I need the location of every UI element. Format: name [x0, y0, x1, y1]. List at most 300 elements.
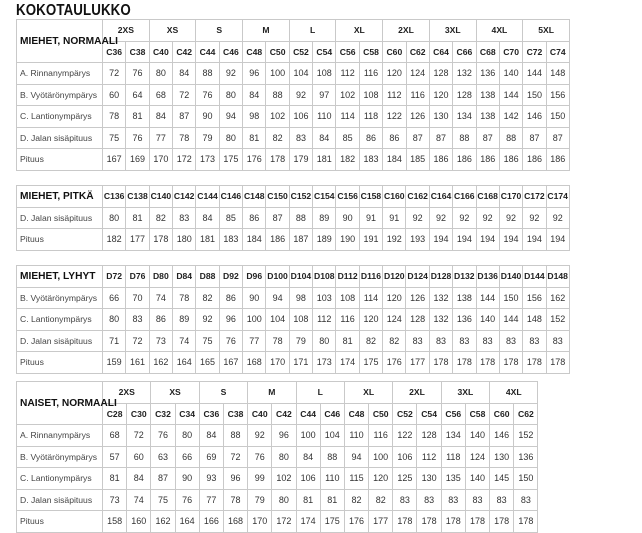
- measurement-value: 175: [320, 511, 344, 533]
- measurement-value: 84: [199, 425, 223, 447]
- measurement-value: 96: [223, 468, 247, 490]
- size-table: [16, 185, 570, 251]
- measurement-label: D. Jalan sisäpituus: [17, 489, 103, 511]
- measurement-value: 115: [344, 468, 368, 490]
- measurement-value: 76: [175, 489, 199, 511]
- measurement-value: 186: [429, 149, 452, 171]
- measurement-value: 84: [243, 84, 266, 106]
- measurement-value: 87: [429, 127, 452, 149]
- measurement-value: 160: [127, 511, 151, 533]
- measurement-value: 190: [336, 229, 359, 251]
- measurement-value: 120: [383, 287, 406, 309]
- measurement-value: 146: [523, 106, 546, 128]
- measurement-value: 116: [406, 84, 429, 106]
- measurement-value: 84: [173, 63, 196, 85]
- measurement-value: 66: [103, 287, 126, 309]
- size-code-header: C158: [359, 186, 382, 208]
- measurement-value: 108: [336, 287, 359, 309]
- measurement-value: 106: [393, 446, 417, 468]
- measurement-value: 71: [103, 330, 126, 352]
- measurement-value: 77: [199, 489, 223, 511]
- measurement-value: 130: [490, 446, 514, 468]
- measurement-value: 194: [546, 229, 569, 251]
- measurement-value: 162: [149, 352, 172, 374]
- measurement-value: 93: [199, 468, 223, 490]
- table-title: MIEHET, PITKÄ: [17, 186, 103, 208]
- measurement-value: 90: [175, 468, 199, 490]
- measurement-value: 100: [296, 425, 320, 447]
- table-row: [17, 511, 538, 533]
- measurement-value: 187: [289, 229, 312, 251]
- measurement-value: 104: [289, 63, 312, 85]
- size-code-header: D128: [429, 266, 452, 288]
- measurement-value: 182: [103, 229, 126, 251]
- measurement-value: 173: [196, 149, 219, 171]
- measurement-value: 72: [223, 446, 247, 468]
- size-code-header: C74: [546, 41, 569, 63]
- measurement-value: 79: [289, 330, 312, 352]
- measurement-value: 108: [289, 309, 312, 331]
- measurement-value: 184: [383, 149, 406, 171]
- measurement-value: 124: [383, 309, 406, 331]
- measurement-value: 120: [369, 468, 393, 490]
- measurement-value: 92: [499, 207, 522, 229]
- measurement-value: 98: [289, 287, 312, 309]
- table-row: [17, 127, 570, 149]
- measurement-value: 83: [417, 489, 441, 511]
- measurement-value: 110: [320, 468, 344, 490]
- measurement-value: 94: [219, 106, 242, 128]
- measurement-value: 81: [126, 207, 149, 229]
- measurement-value: 126: [406, 106, 429, 128]
- measurement-value: 168: [223, 511, 247, 533]
- measurement-value: 156: [523, 287, 546, 309]
- size-code-header: C28: [103, 403, 127, 425]
- measurement-value: 172: [272, 511, 296, 533]
- measurement-value: 177: [126, 229, 149, 251]
- size-code-header: C168: [476, 186, 499, 208]
- measurement-value: 134: [441, 425, 465, 447]
- measurement-value: 194: [499, 229, 522, 251]
- measurement-value: 92: [196, 309, 219, 331]
- size-code-header: C152: [289, 186, 312, 208]
- size-code-header: C154: [313, 186, 336, 208]
- measurement-value: 116: [336, 309, 359, 331]
- size-code-header: D108: [313, 266, 336, 288]
- measurement-value: 140: [476, 309, 499, 331]
- measurement-value: 126: [406, 287, 429, 309]
- measurement-value: 118: [359, 106, 382, 128]
- measurement-value: 98: [243, 106, 266, 128]
- size-code-header: C46: [320, 403, 344, 425]
- measurement-value: 171: [289, 352, 312, 374]
- size-code-header: C62: [406, 41, 429, 63]
- measurement-value: 91: [359, 207, 382, 229]
- measurement-value: 186: [266, 229, 289, 251]
- size-group-header: 3XL: [441, 382, 489, 404]
- measurement-value: 120: [383, 63, 406, 85]
- measurement-value: 83: [406, 330, 429, 352]
- measurement-value: 120: [359, 309, 382, 331]
- measurement-value: 148: [523, 309, 546, 331]
- size-code-header: D124: [406, 266, 429, 288]
- measurement-value: 85: [336, 127, 359, 149]
- measurement-value: 178: [476, 352, 499, 374]
- measurement-value: 78: [223, 489, 247, 511]
- measurement-value: 140: [499, 63, 522, 85]
- measurement-label: Pituus: [17, 511, 103, 533]
- measurement-label: Pituus: [17, 149, 103, 171]
- table-title: NAISET, NORMAALI: [17, 382, 103, 425]
- measurement-value: 116: [369, 425, 393, 447]
- measurement-value: 192: [383, 229, 406, 251]
- size-code-header: C50: [266, 41, 289, 63]
- measurement-value: 79: [196, 127, 219, 149]
- measurement-value: 76: [151, 425, 175, 447]
- size-code-header: C38: [126, 41, 149, 63]
- measurement-value: 178: [441, 511, 465, 533]
- size-code-header: D92: [219, 266, 242, 288]
- measurement-value: 80: [272, 446, 296, 468]
- measurement-value: 76: [126, 63, 149, 85]
- measurement-value: 89: [313, 207, 336, 229]
- measurement-value: 74: [149, 287, 172, 309]
- measurement-value: 180: [173, 229, 196, 251]
- measurement-value: 135: [441, 468, 465, 490]
- measurement-value: 112: [336, 63, 359, 85]
- measurement-value: 194: [476, 229, 499, 251]
- measurement-value: 150: [523, 84, 546, 106]
- size-code-header: D96: [243, 266, 266, 288]
- size-code-header: C66: [453, 41, 476, 63]
- size-code-row: [17, 266, 570, 288]
- measurement-value: 81: [296, 489, 320, 511]
- measurement-value: 106: [289, 106, 312, 128]
- measurement-value: 186: [546, 149, 569, 171]
- size-group-header: L: [289, 20, 336, 42]
- measurement-value: 86: [243, 207, 266, 229]
- measurement-value: 114: [359, 287, 382, 309]
- size-code-header: C40: [248, 403, 272, 425]
- size-group-header: 2XL: [383, 20, 430, 42]
- size-code-header: D84: [173, 266, 196, 288]
- measurement-value: 91: [383, 207, 406, 229]
- measurement-value: 176: [383, 352, 406, 374]
- measurement-value: 194: [523, 229, 546, 251]
- measurement-value: 90: [243, 287, 266, 309]
- size-code-header: C62: [514, 403, 538, 425]
- measurement-value: 84: [127, 468, 151, 490]
- measurement-value: 144: [499, 309, 522, 331]
- measurement-value: 136: [453, 309, 476, 331]
- measurement-value: 140: [465, 425, 489, 447]
- table-row: [17, 149, 570, 171]
- measurement-value: 83: [490, 489, 514, 511]
- table-row: [17, 468, 538, 490]
- measurement-value: 118: [441, 446, 465, 468]
- size-code-header: C34: [175, 403, 199, 425]
- measurement-value: 88: [196, 63, 219, 85]
- measurement-value: 112: [417, 446, 441, 468]
- measurement-value: 128: [429, 63, 452, 85]
- table-row: [17, 63, 570, 85]
- table-row: [17, 425, 538, 447]
- measurement-value: 87: [523, 127, 546, 149]
- measurement-value: 178: [453, 352, 476, 374]
- measurement-value: 76: [126, 127, 149, 149]
- measurement-value: 74: [127, 489, 151, 511]
- measurement-value: 122: [383, 106, 406, 128]
- measurement-value: 75: [196, 330, 219, 352]
- measurement-value: 63: [151, 446, 175, 468]
- measurement-value: 176: [243, 149, 266, 171]
- measurement-value: 144: [476, 287, 499, 309]
- size-code-header: C156: [336, 186, 359, 208]
- measurement-value: 83: [476, 330, 499, 352]
- measurement-value: 84: [149, 106, 172, 128]
- measurement-value: 92: [453, 207, 476, 229]
- measurement-value: 168: [243, 352, 266, 374]
- size-code-header: C70: [499, 41, 522, 63]
- size-code-row: [17, 186, 570, 208]
- measurement-value: 74: [173, 330, 196, 352]
- measurement-value: 77: [149, 127, 172, 149]
- measurement-value: 72: [173, 84, 196, 106]
- measurement-value: 79: [248, 489, 272, 511]
- measurement-value: 81: [243, 127, 266, 149]
- measurement-value: 170: [266, 352, 289, 374]
- table-row: [17, 446, 538, 468]
- measurement-value: 80: [175, 425, 199, 447]
- size-code-header: D76: [126, 266, 149, 288]
- measurement-value: 77: [243, 330, 266, 352]
- table-row: [17, 106, 570, 128]
- page-title: KOKOTAULUKKO: [16, 2, 131, 19]
- measurement-value: 186: [453, 149, 476, 171]
- measurement-value: 156: [546, 84, 569, 106]
- measurement-value: 83: [546, 330, 569, 352]
- measurement-value: 75: [151, 489, 175, 511]
- measurement-label: C. Lantionympärys: [17, 309, 103, 331]
- measurement-value: 136: [514, 446, 538, 468]
- measurement-value: 84: [296, 446, 320, 468]
- measurement-value: 57: [103, 446, 127, 468]
- size-code-header: D136: [476, 266, 499, 288]
- measurement-value: 178: [514, 511, 538, 533]
- measurement-value: 193: [406, 229, 429, 251]
- measurement-value: 82: [383, 330, 406, 352]
- measurement-value: 183: [219, 229, 242, 251]
- size-code-header: D148: [546, 266, 569, 288]
- measurement-value: 108: [359, 84, 382, 106]
- measurement-value: 134: [453, 106, 476, 128]
- measurement-value: 106: [296, 468, 320, 490]
- size-group-header: XL: [344, 382, 392, 404]
- table-row: [17, 352, 570, 374]
- measurement-value: 72: [126, 330, 149, 352]
- size-code-header: C144: [196, 186, 219, 208]
- measurement-value: 178: [523, 352, 546, 374]
- size-group-header: 2XS: [103, 382, 151, 404]
- measurement-value: 194: [453, 229, 476, 251]
- size-code-header: C160: [383, 186, 406, 208]
- size-code-header: D116: [359, 266, 382, 288]
- measurement-value: 182: [336, 149, 359, 171]
- size-group-row: [17, 382, 538, 404]
- measurement-value: 80: [272, 489, 296, 511]
- measurement-value: 186: [499, 149, 522, 171]
- measurement-value: 83: [499, 330, 522, 352]
- measurement-value: 146: [490, 425, 514, 447]
- size-code-header: C60: [383, 41, 406, 63]
- measurement-label: C. Lantionympärys: [17, 468, 103, 490]
- measurement-value: 81: [336, 330, 359, 352]
- table-row: [17, 287, 570, 309]
- measurement-value: 178: [546, 352, 569, 374]
- measurement-value: 81: [103, 468, 127, 490]
- measurement-label: A. Rinnanympärys: [17, 63, 103, 85]
- size-code-header: C42: [173, 41, 196, 63]
- size-code-header: D72: [103, 266, 126, 288]
- size-code-header: D144: [523, 266, 546, 288]
- table-row: [17, 84, 570, 106]
- measurement-value: 92: [219, 63, 242, 85]
- measurement-value: 76: [248, 446, 272, 468]
- size-group-row: [17, 20, 570, 42]
- measurement-value: 78: [173, 287, 196, 309]
- measurement-value: 70: [126, 287, 149, 309]
- measurement-value: 88: [320, 446, 344, 468]
- measurement-value: 92: [546, 207, 569, 229]
- measurement-value: 178: [149, 229, 172, 251]
- measurement-value: 89: [173, 309, 196, 331]
- measurement-value: 177: [406, 352, 429, 374]
- measurement-value: 82: [266, 127, 289, 149]
- measurement-value: 166: [199, 511, 223, 533]
- measurement-value: 92: [523, 207, 546, 229]
- measurement-value: 174: [296, 511, 320, 533]
- measurement-value: 161: [126, 352, 149, 374]
- measurement-value: 97: [313, 84, 336, 106]
- measurement-label: B. Vyötärönympärys: [17, 84, 103, 106]
- measurement-value: 162: [151, 511, 175, 533]
- measurement-value: 104: [320, 425, 344, 447]
- measurement-value: 83: [523, 330, 546, 352]
- measurement-label: B. Vyötärönympärys: [17, 446, 103, 468]
- measurement-value: 76: [219, 330, 242, 352]
- measurement-value: 132: [429, 309, 452, 331]
- measurement-label: Pituus: [17, 229, 103, 251]
- measurement-value: 78: [266, 330, 289, 352]
- measurement-value: 150: [546, 106, 569, 128]
- measurement-value: 96: [272, 425, 296, 447]
- measurement-value: 68: [103, 425, 127, 447]
- measurement-value: 78: [103, 106, 126, 128]
- measurement-value: 144: [499, 84, 522, 106]
- measurement-value: 184: [243, 229, 266, 251]
- size-code-header: C32: [151, 403, 175, 425]
- measurement-label: A. Rinnanympärys: [17, 425, 103, 447]
- size-code-header: C162: [406, 186, 429, 208]
- measurement-label: D. Jalan sisäpituus: [17, 330, 103, 352]
- measurement-value: 60: [103, 84, 126, 106]
- size-table: [16, 265, 570, 374]
- measurement-value: 145: [490, 468, 514, 490]
- measurement-value: 128: [453, 84, 476, 106]
- size-code-header: C46: [219, 41, 242, 63]
- measurement-value: 100: [243, 309, 266, 331]
- size-code-header: C136: [103, 186, 126, 208]
- table-row: [17, 229, 570, 251]
- size-table: [16, 19, 570, 171]
- measurement-value: 114: [336, 106, 359, 128]
- measurement-value: 130: [429, 106, 452, 128]
- measurement-value: 124: [465, 446, 489, 468]
- measurement-value: 80: [103, 207, 126, 229]
- measurement-value: 174: [336, 352, 359, 374]
- measurement-value: 88: [289, 207, 312, 229]
- measurement-value: 72: [127, 425, 151, 447]
- measurement-value: 189: [313, 229, 336, 251]
- measurement-value: 83: [429, 330, 452, 352]
- table-row: [17, 309, 570, 331]
- size-code-header: C54: [313, 41, 336, 63]
- measurement-value: 88: [266, 84, 289, 106]
- measurement-value: 92: [406, 207, 429, 229]
- size-code-header: C30: [127, 403, 151, 425]
- measurement-value: 178: [266, 149, 289, 171]
- measurement-value: 92: [248, 425, 272, 447]
- measurement-value: 83: [514, 489, 538, 511]
- measurement-value: 83: [289, 127, 312, 149]
- measurement-label: C. Lantionympärys: [17, 106, 103, 128]
- size-code-header: C48: [243, 41, 266, 63]
- measurement-value: 82: [369, 489, 393, 511]
- size-code-header: D112: [336, 266, 359, 288]
- measurement-value: 164: [175, 511, 199, 533]
- measurement-value: 164: [173, 352, 196, 374]
- measurement-value: 87: [406, 127, 429, 149]
- size-group-header: M: [243, 20, 290, 42]
- measurement-value: 66: [175, 446, 199, 468]
- measurement-value: 94: [344, 446, 368, 468]
- measurement-value: 132: [429, 287, 452, 309]
- measurement-value: 120: [429, 84, 452, 106]
- measurement-value: 76: [196, 84, 219, 106]
- measurement-value: 178: [417, 511, 441, 533]
- measurement-value: 186: [523, 149, 546, 171]
- measurement-label: D. Jalan sisäpituus: [17, 127, 103, 149]
- size-code-header: C36: [199, 403, 223, 425]
- measurement-value: 167: [103, 149, 126, 171]
- size-code-header: C150: [266, 186, 289, 208]
- size-code-header: C56: [336, 41, 359, 63]
- measurement-value: 72: [103, 63, 126, 85]
- size-group-header: 5XL: [523, 20, 570, 42]
- measurement-value: 144: [523, 63, 546, 85]
- measurement-value: 103: [313, 287, 336, 309]
- size-code-header: C72: [523, 41, 546, 63]
- table-title: MIEHET, NORMAALI: [17, 20, 103, 63]
- measurement-value: 64: [126, 84, 149, 106]
- measurement-value: 167: [219, 352, 242, 374]
- size-group-header: 3XL: [429, 20, 476, 42]
- size-code-header: C38: [223, 403, 247, 425]
- measurement-value: 150: [514, 468, 538, 490]
- size-code-header: C52: [393, 403, 417, 425]
- measurement-value: 179: [289, 149, 312, 171]
- size-code-header: C60: [490, 403, 514, 425]
